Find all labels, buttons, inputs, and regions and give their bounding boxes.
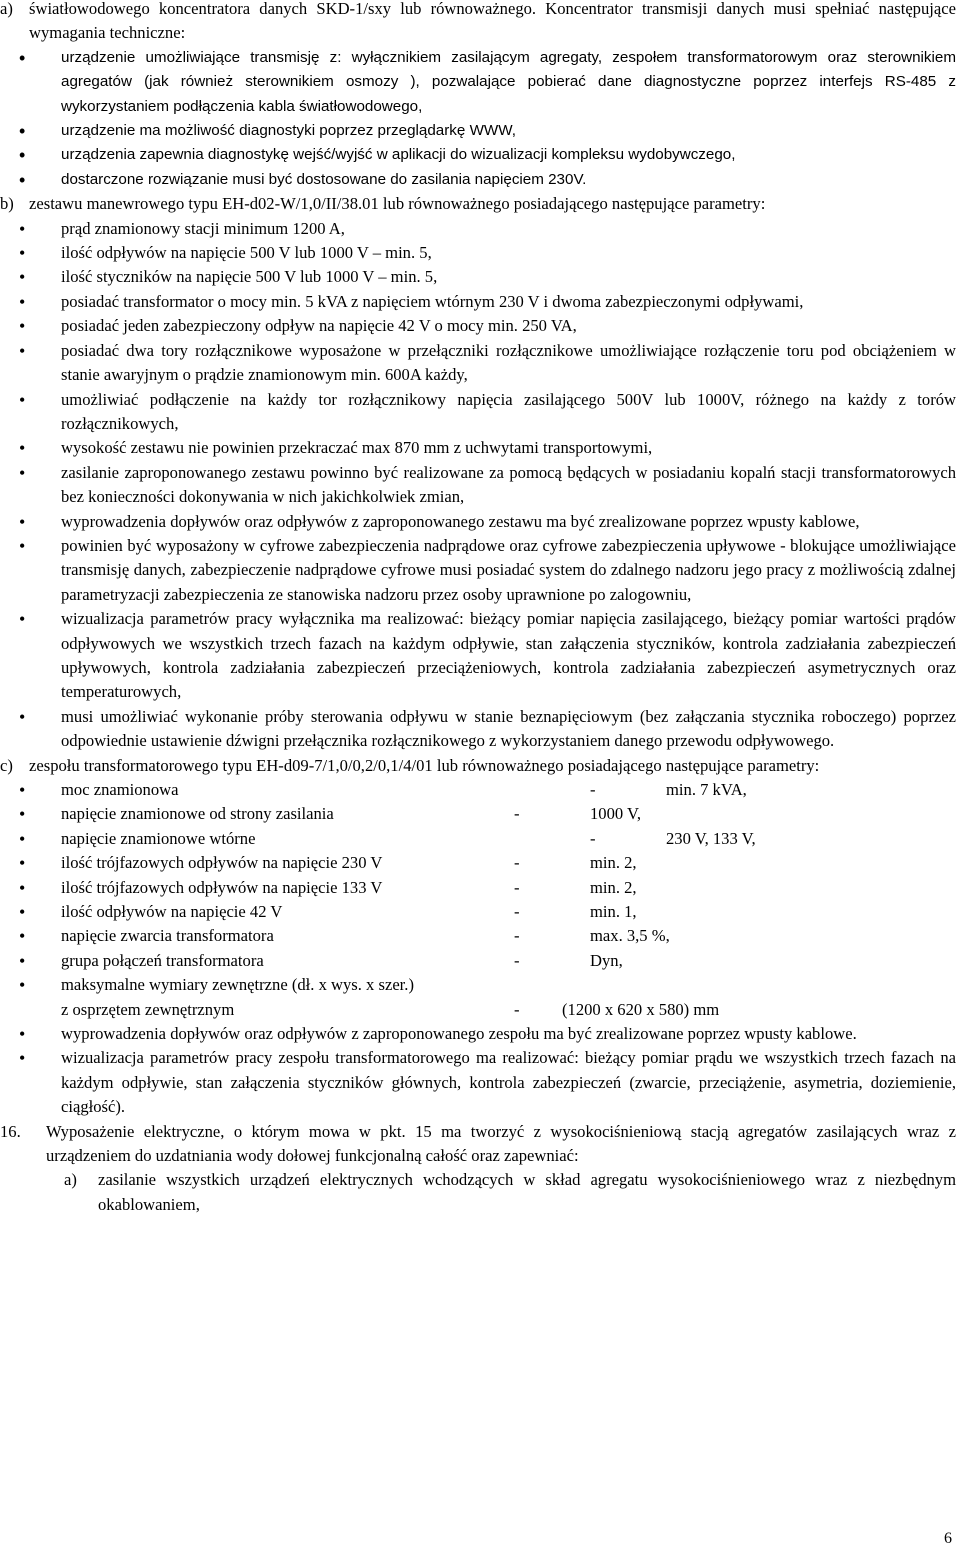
list-item: • urządzenie ma możliwość diagnostyki poprzez przeglądarkę WWW, [0,119,956,143]
list-item: • ilość odpływów na napięcie 500 V lub 1000 V – min. 5, [0,241,956,265]
spec-value: max. 3,5 %, [590,926,670,946]
spec-list [0,778,956,998]
spec-name: • napięcie zwarcia transformatora [61,926,274,946]
section-16-item-a [0,1168,956,1217]
spec-row [0,802,956,826]
list-item: • wizualizacja parametrów pracy wyłącznika ma realizować: bieżący pomiar napięcia zasilającego, bieżący pomiar wartości prądów odpływowych we wszystkich trzech fazach na każdym odpływie, stan załączenia styczników, kontrola zadziałania zabezpieczeń upływowych, kontrola zadziałania zabezpieczeń przeciążeniowych, kontrola zadziałania zabezpieczeń asymetrycznych oraz temperaturowych, [0,607,956,705]
spec-row [0,876,956,900]
list-item: • urządzenie umożliwiające transmisję z: wyłącznikiem zasilającym agregaty, zespołem transformatorowym oraz sterownikiem agregatów (jak również sterownikiem osmozy ), pozwalające pobierać dane diagnostyczne poprzez interfejs RS-485 z wykorzystaniem podłączenia kabla światłowodowego, [0,46,956,119]
spec-value: min. 1, [590,901,637,921]
spec-name: • ilość trójfazowych odpływów na napięcie 230 V [61,853,383,873]
section-a-label: a) [0,0,13,18]
list-item: • wysokość zestawu nie powinien przekraczać max 870 mm z uchwytami transportowymi, [0,436,956,460]
spec-dash: - [514,999,520,1019]
spec-row [0,973,956,997]
section-16 [0,1120,956,1169]
list-item: • posiadać jeden zabezpieczony odpływ na napięcie 42 V o mocy min. 250 VA, [0,314,956,338]
spec-row [0,949,956,973]
list-item: • posiadać dwa tory rozłącznikowe wyposażone w przełączniki rozłącznikowe umożliwiające rozłączenie toru pod obciążeniem w stanie awaryjnym o prądzie znamionowym min. 600A każdy, [0,339,956,388]
page-number: 6 [944,1530,952,1547]
spec-dash: - [514,950,520,970]
spec-row [0,827,956,851]
spec-value: 230 V, 133 V, [666,828,756,848]
spec-dash: - [514,853,520,873]
section-16-text: Wyposażenie elektryczne, o którym mowa w pkt. 15 ma tworzyć z wysokociśnieniową stacją agregatów zasilających wraz z urządzeniem do uzdatniania wody dołowej funkcjonalną całość oraz zapewniać: [46,1121,956,1165]
spec-dash: - [514,901,520,921]
section-b-text: zestawu manewrowego typu EH-d02-W/1,0/II/38.01 lub równoważnego posiadającego następujące parametry: [29,194,766,214]
list-item: • ilość styczników na napięcie 500 V lub 1000 V – min. 5, [0,265,956,289]
list-item: • wizualizacja parametrów pracy zespołu transformatorowego ma realizować: bieżący pomiar prądu we wszystkich trzech fazach na każdym odpływie, stan załączenia styczników głównych, kontrola zabezpieczeń (zwarcie, przeciążenie, asymetria, doziemienie, ciągłość). [0,1046,956,1119]
section-c-label: c) [0,755,13,775]
spec-name: • ilość odpływów na napięcie 42 V [61,901,283,921]
list-item: • wyprowadzenia dopływów oraz odpływów z zaproponowanego zestawu ma być zrealizowane poprzez wpusty kablowe, [0,510,956,534]
spec-dash: - [514,804,520,824]
spec-name: • napięcie znamionowe od strony zasilania [61,804,334,824]
spec-dash: - [514,877,520,897]
list-item: • powinien być wyposażony w cyfrowe zabezpieczenia nadprądowe oraz cyfrowe zabezpieczenia upływowe - blokujące umożliwiające transmisję danych, zabezpieczenie nadprądowe cyfrowe musi posiadać system do zdalnego nadzoru jego pracy z możliwością zdalnej parametryzacji zabezpieczenia ze stanowiska nadzoru przez osoby uprawnione po zalogowniu, [0,534,956,607]
spec-row [0,778,956,802]
spec-value: min. 2, [590,853,637,873]
section-b [0,192,956,216]
section-a-text: światłowodowego koncentratora danych SKD-1/sxy lub równoważnego. Koncentrator transmisji danych musi spełniać następujące wymagania techniczne: [29,0,956,43]
spec-row [0,851,956,875]
section-a [0,0,956,46]
list-item: • urządzenia zapewnia diagnostykę wejść/wyjść w aplikacji do wizualizacji kompleksu wydobywczego, [0,143,956,167]
section-c-text: zespołu transformatorowego typu EH-d09-7/1,0/0,2/0,1/4/01 lub równoważnego posiadającego następujące parametry: [29,755,820,775]
spec-row [0,900,956,924]
list-item: • prąd znamionowy stacji minimum 1200 A, [0,217,956,241]
section-b-label: b) [0,194,14,214]
spec-name: • maksymalne wymiary zewnętrzne (dł. x wys. x szer.) [61,975,414,995]
spec-name: • grupa połączeń transformatora [61,950,264,970]
list-item: • zasilanie zaproponowanego zestawu powinno być realizowane za pomocą będących w posiadaniu kopalń stacji transformatorowych bez konieczności dokonywania w nich jakichkolwiek zmian, [0,461,956,510]
list-item: • dostarczone rozwiązanie musi być dostosowane do zasilania napięciem 230V. [0,168,956,192]
spec-dash: - [514,926,520,946]
list-item: • umożliwiać podłączenie na każdy tor rozłącznikowy napięcia zasilającego 500V lub 1000V, różnego na każdy z torów rozłącznikowych, [0,388,956,437]
spec-name: • moc znamionowa [61,780,179,799]
spec-row [0,998,956,1022]
spec-value: Dyn, [590,950,623,970]
section-16-item-a-label: a) [64,1170,77,1190]
list-item: • posiadać transformator o mocy min. 5 kVA z napięciem wtórnym 230 V i dwoma zabezpieczonymi odpływami, [0,290,956,314]
section-16-item-a-text: zasilanie wszystkich urządzeń elektrycznych wchodzących w skład agregatu wysokociśnieniowego wraz z niezbędnym okablowaniem, [98,1170,956,1214]
section-16-number: 16. [0,1121,21,1141]
spec-value: (1200 x 620 x 580) mm [562,999,720,1019]
spec-name: z osprzętem zewnętrznym [61,999,235,1019]
spec-row [0,924,956,948]
spec-dash: - [590,828,596,848]
spec-name: • napięcie znamionowe wtórne [61,828,256,848]
spec-name: • ilość trójfazowych odpływów na napięcie 133 V [61,877,383,897]
spec-value: 1000 V, [590,804,642,824]
spec-value: min. 2, [590,877,637,897]
section-c [0,754,956,778]
list-item: • musi umożliwiać wykonanie próby sterowania odpływu w stanie beznapięciowym (bez załączania stycznika roboczego) poprzez odpowiednie ustawienie dźwigni przełącznika rozłącznikowego z wykorzystaniem danego przewodu odpływowego. [0,705,956,754]
spec-dash: - [590,780,596,799]
spec-value: min. 7 kVA, [666,780,747,799]
list-item: • wyprowadzenia dopływów oraz odpływów z zaproponowanego zespołu ma być zrealizowane poprzez wpusty kablowe. [0,1022,956,1046]
